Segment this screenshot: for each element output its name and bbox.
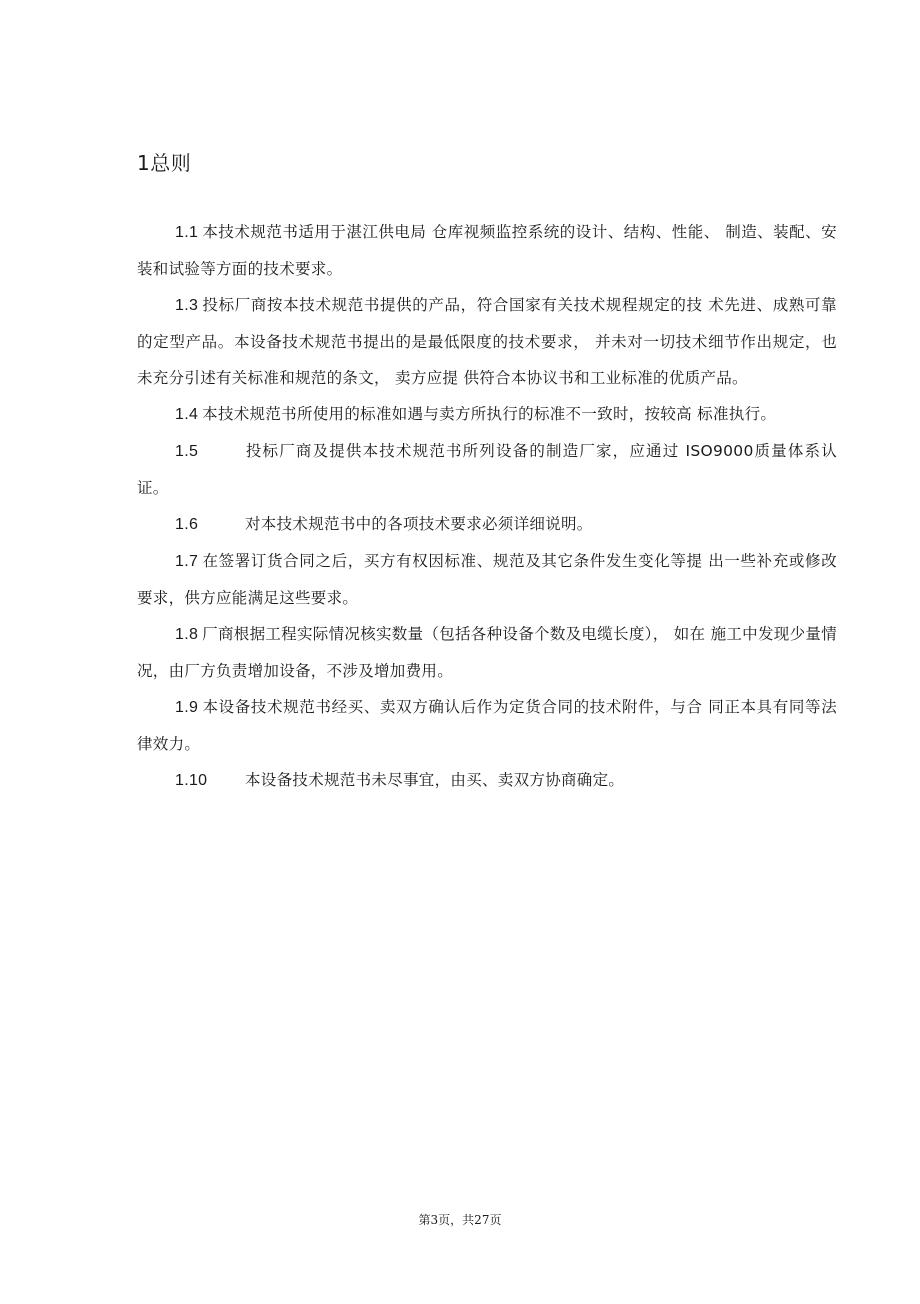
clause-1-3 bbox=[137, 287, 837, 396]
clause-number: 1.6 bbox=[175, 516, 199, 533]
clause-number: 1.7 bbox=[175, 553, 199, 570]
clause-1-6 bbox=[137, 506, 837, 543]
clause-text: 在签署订货合同之后，买方有权因标准、规范及其它条件发生变化等提 出一些补充或修改要求，供方应能满足这些要求。 bbox=[137, 552, 837, 607]
clause-number: 1.8 bbox=[175, 626, 199, 643]
clause-1-1 bbox=[137, 214, 837, 287]
section-title: 1总则 bbox=[137, 151, 192, 175]
clause-number: 1.1 bbox=[175, 224, 199, 241]
clause-1-5 bbox=[137, 433, 837, 506]
clause-number: 1.3 bbox=[175, 297, 199, 314]
clause-1-9 bbox=[137, 689, 837, 762]
clause-1-10 bbox=[137, 762, 837, 799]
clause-text: 本设备技术规范书经买、卖双方确认后作为定货合同的技术附件，与合 同正本具有同等法律效力。 bbox=[137, 698, 837, 753]
clause-text: 本技术规范书适用于湛江供电局 仓库视频监控系统的设计、结构、性能、 制造、装配、安装和试验等方面的技术要求。 bbox=[137, 223, 837, 278]
clause-number: 1.9 bbox=[175, 699, 199, 716]
clause-text: 投标厂商及提供本技术规范书所列设备的制造厂家，应通过 ISO9000质量体系认证。 bbox=[137, 442, 837, 497]
clause-text: 本设备技术规范书未尽事宜，由买、卖双方协商确定。 bbox=[245, 771, 625, 789]
clause-text: 投标厂商按本技术规范书提供的产品，符合国家有关技术规程规定的技 术先进、成熟可靠的定型产品。本设备技术规范书提出的是最低限度的技术要求， 并未对一切技术细节作出规定，也未充分引述有关标准和规范的条文， 卖方应提 供符合本协议书和工业标准的优质产品。 bbox=[137, 296, 837, 387]
clause-1-8 bbox=[137, 616, 837, 689]
clause-text: 厂商根据工程实际情况核实数量（包括各种设备个数及电缆长度）， 如在 施工中发现少量情况，由厂方负责增加设备，不涉及增加费用。 bbox=[137, 625, 837, 680]
clause-number: 1.10 bbox=[175, 772, 208, 789]
page-footer: 第3页，共27页 bbox=[418, 1213, 502, 1227]
clause-text: 对本技术规范书中的各项技术要求必须详细说明。 bbox=[245, 515, 593, 533]
clause-text: 本技术规范书所使用的标准如遇与卖方所执行的标准不一致时，按较高 标准执行。 bbox=[202, 405, 777, 423]
clause-1-7 bbox=[137, 543, 837, 616]
clause-number: 1.4 bbox=[175, 406, 199, 423]
clause-list bbox=[137, 214, 837, 799]
clause-number: 1.5 bbox=[175, 443, 199, 460]
clause-1-4 bbox=[137, 396, 837, 433]
